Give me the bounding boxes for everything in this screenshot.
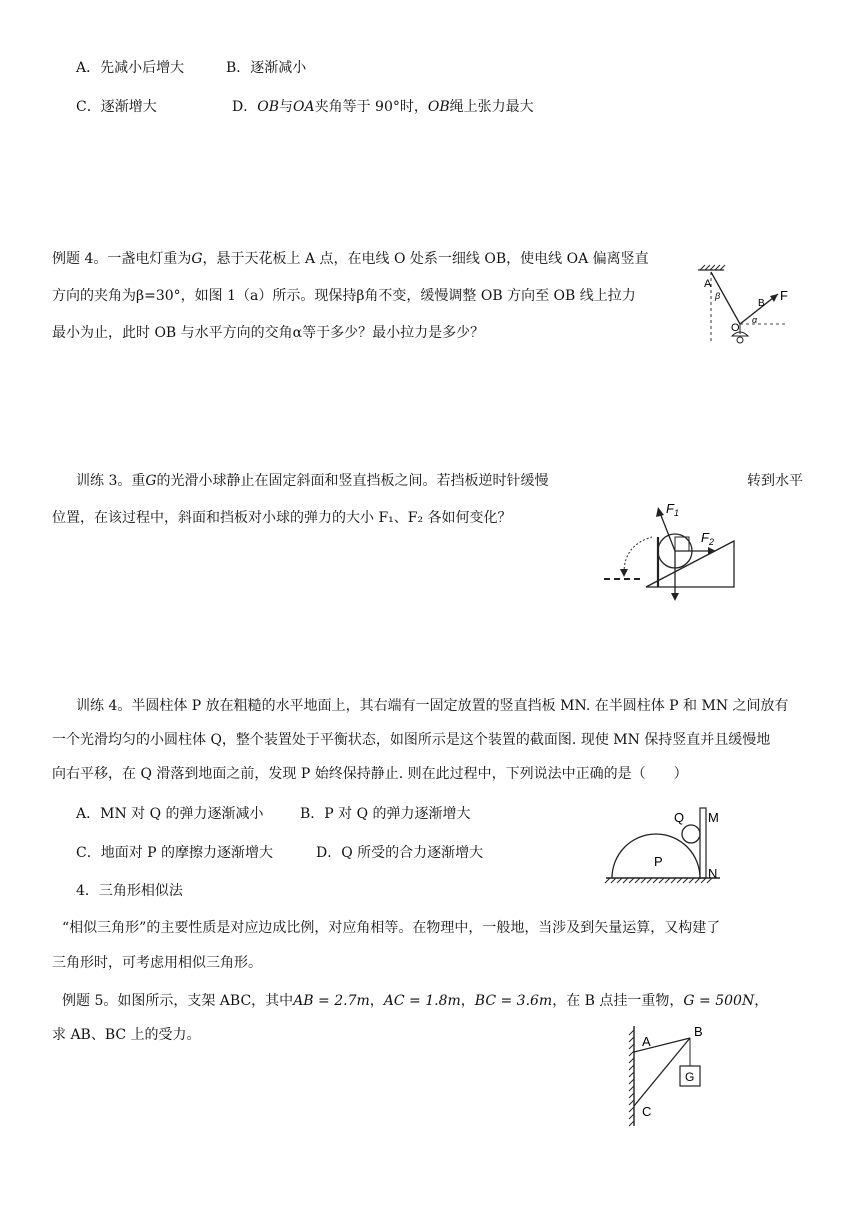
label-Q: Q (674, 810, 685, 825)
section4-para1: “相似三角形”的主要性质是对应边成比例，对应角相等。在物理中，一般地，当涉及到矢量运算，又构建了 (62, 920, 721, 936)
label-alpha: α (752, 315, 758, 325)
training3-ball-figure (600, 495, 740, 605)
label-B: B (694, 1024, 703, 1039)
example4-line3: 最小为止，此时 OB 与水平方向的交角α等于多少？最小拉力是多少？ (52, 325, 485, 341)
label-O: O (731, 322, 740, 334)
option-b: B．逐渐减小 (226, 60, 307, 76)
training4-cylinder-figure (604, 794, 724, 886)
training4-option-d: D．Q 所受的合力逐渐增大 (316, 845, 484, 861)
section4-heading: 4．三角形相似法 (76, 883, 183, 899)
example4-line2: 方向的夹角为β=30°，如图 1（a）所示。现保持β角不变，缓慢调整 OB 方向至 OB 线上拉力 (52, 288, 636, 304)
training4-option-c: C．地面对 P 的摩擦力逐渐增大 (76, 845, 274, 861)
label-F: F (780, 288, 788, 303)
training3-line2: 位置，在该过程中，斜面和挡板对小球的弹力的大小 F₁、F₂ 各如何变化？ (52, 510, 512, 526)
example4-lamp-figure (694, 262, 804, 352)
training3-line1: 训练 3。重G的光滑小球静止在固定斜面和竖直挡板之间。若挡板逆时针缓慢 (76, 473, 549, 489)
example4-line1: 例题 4。一盏电灯重为G，悬于天花板上 A 点，在电线 O 处系一细线 OB，使电线 OA 偏离竖直 (52, 251, 649, 267)
training4-line3: 向右平移，在 Q 滑落到地面之前，发现 P 始终保持静止. 则在此过程中，下列说法中正确的是（ ） (52, 766, 688, 782)
example5-line1: 例题 5。如图所示，支架 ABC，其中AB = 2.7m，AC = 1.8m，BC = 3.6m，在 B 点挂一重物，G = 500N， (62, 993, 769, 1009)
label-F1: $F_1$ (666, 501, 679, 518)
option-c: C．逐渐增大 (76, 99, 157, 115)
label-F2: $F_2$ (701, 530, 714, 547)
label-A: A (704, 278, 712, 290)
training4-line1: 训练 4。半圆柱体 P 放在粗糙的水平地面上，其右端有一固定放置的竖直挡板 MN. 在半圆柱体 P 和 MN 之间放有 (76, 698, 789, 714)
label-G: G (685, 1070, 695, 1084)
label-A: A (642, 1034, 651, 1049)
training3-line1-end: 转到水平 (747, 473, 803, 489)
label-C: C (642, 1104, 652, 1119)
label-beta: β (715, 291, 721, 301)
option-d: D．OB与OA夹角等于 90°时，OB绳上张力最大 (232, 99, 534, 115)
label-P: P (654, 854, 663, 869)
training4-option-b: B．P 对 Q 的弹力逐渐增大 (300, 806, 471, 822)
section4-para2: 三角形时，可考虑用相似三角形。 (52, 955, 262, 971)
label-B: B (758, 298, 765, 309)
label-M: M (708, 810, 719, 825)
example5-bracket-figure (620, 1022, 730, 1130)
training4-line2: 一个光滑均匀的小圆柱体 Q，整个装置处于平衡状态，如图所示是这个装置的截面图. 现使 MN 保持竖直并且缓慢地 (52, 732, 771, 748)
example5-line2: 求 AB、BC 上的受力。 (52, 1027, 201, 1043)
label-N: N (708, 866, 718, 881)
option-a: A．先减小后增大 (76, 60, 185, 76)
training4-option-a: A．MN 对 Q 的弹力逐渐减小 (76, 806, 264, 822)
